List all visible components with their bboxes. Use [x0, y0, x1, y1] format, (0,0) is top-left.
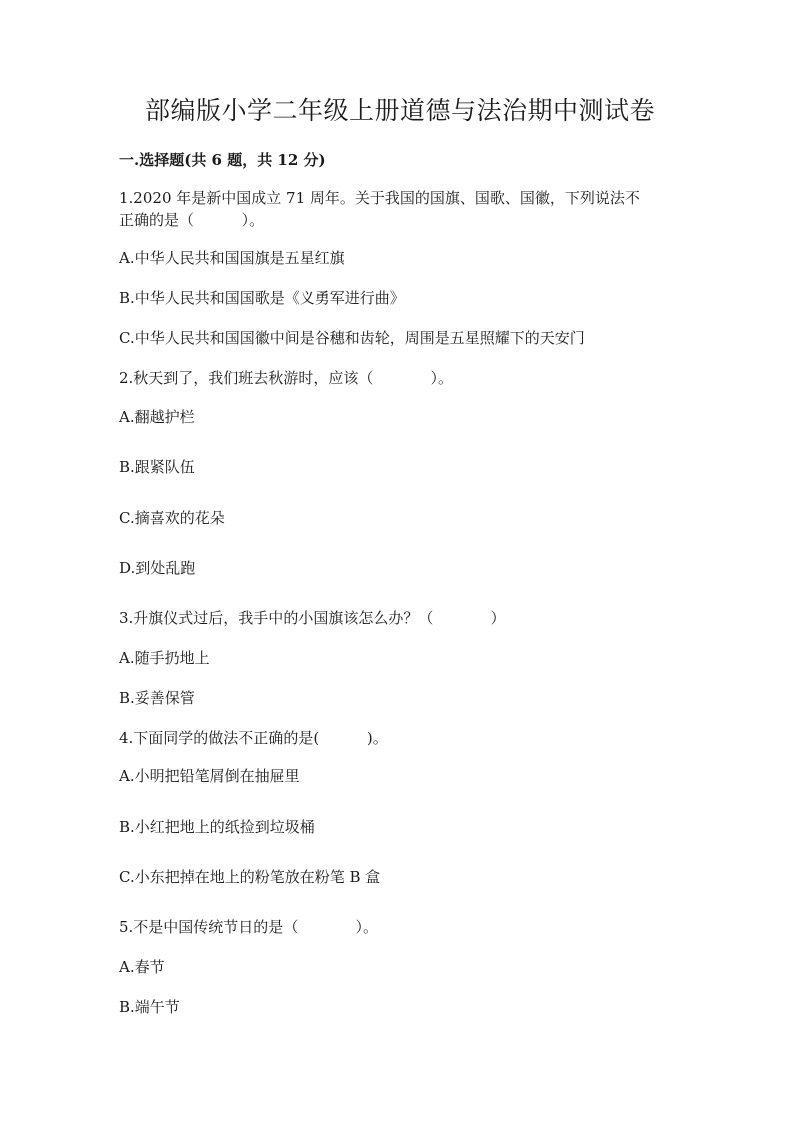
question-4-stem: 4.下面同学的做法不正确的是( )。: [119, 729, 388, 747]
question-1-stem-line-1: 1.2020 年是新中国成立 71 周年。关于我国的国旗、国歌、国徽，下列说法不: [119, 189, 640, 207]
document-title: 部编版小学二年级上册道德与法治期中测试卷: [144, 96, 655, 125]
section-heading: 一.选择题(共 6 题，共 12 分): [119, 151, 326, 169]
question-1-option-c: C.中华人民共和国国徽中间是谷穗和齿轮，周围是五星照耀下的天安门: [119, 329, 585, 347]
question-3-stem: 3.升旗仪式过后，我手中的小国旗该怎么办？（ ）: [119, 609, 506, 627]
question-5-option-b: B.端午节: [119, 998, 180, 1016]
question-5-option-a: A.春节: [119, 958, 165, 976]
question-1-stem-line-2: 正确的是（ ）。: [119, 211, 265, 229]
question-2-option-b: B.跟紧队伍: [119, 458, 195, 476]
question-5-stem: 5.不是中国传统节日的是（ ）。: [119, 918, 379, 936]
question-2-stem: 2.秋天到了，我们班去秋游时，应该（ ）。: [119, 369, 454, 387]
question-2-option-c: C.摘喜欢的花朵: [119, 509, 225, 527]
question-1-option-b: B.中华人民共和国国歌是《义勇军进行曲》: [119, 289, 405, 307]
question-4-option-b: B.小红把地上的纸捡到垃圾桶: [119, 818, 315, 836]
question-4-option-c: C.小东把掉在地上的粉笔放在粉笔 B 盒: [119, 868, 381, 886]
question-1-option-a: A.中华人民共和国国旗是五星红旗: [119, 249, 345, 267]
question-2-option-a: A.翻越护栏: [119, 408, 195, 426]
question-3-option-b: B.妥善保管: [119, 689, 195, 707]
question-3-option-a: A.随手扔地上: [119, 649, 210, 667]
question-4-option-a: A.小明把铅笔屑倒在抽屉里: [119, 767, 300, 785]
question-2-option-d: D.到处乱跑: [119, 559, 196, 577]
